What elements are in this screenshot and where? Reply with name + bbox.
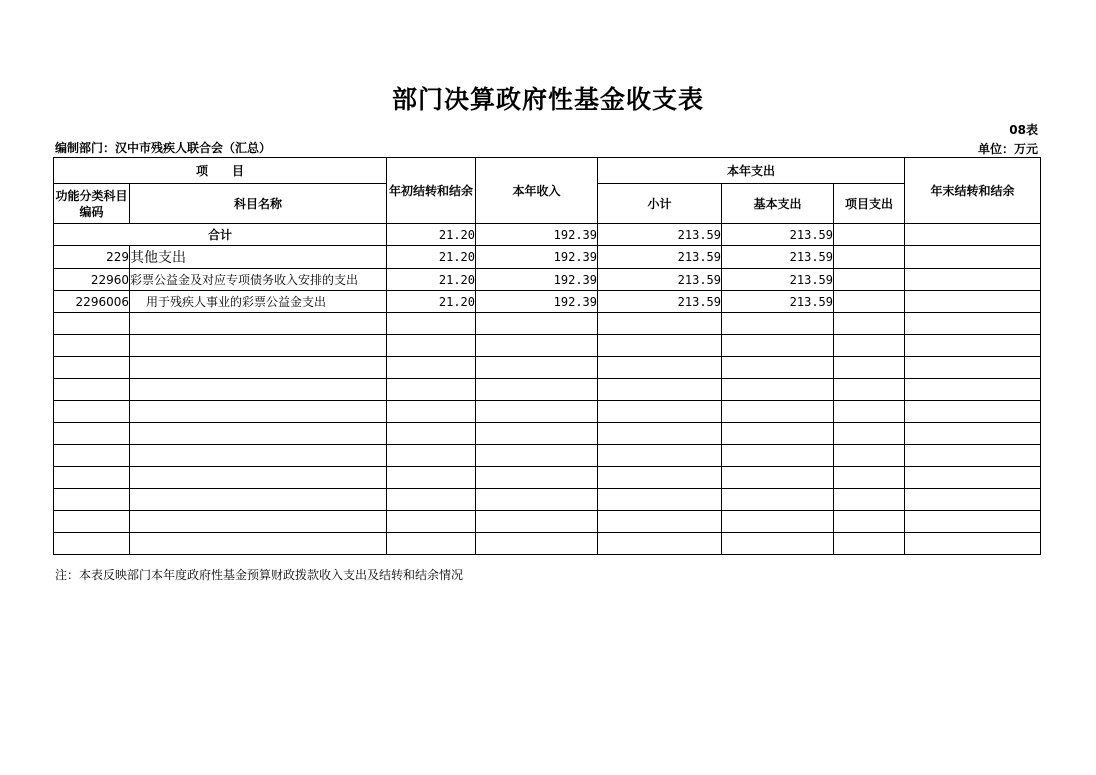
row-income: 192.39 xyxy=(476,246,598,269)
header-begin-balance: 年初结转和结余 xyxy=(387,158,476,224)
row-name: 其他支出 xyxy=(130,246,387,269)
header-item: 项 目 xyxy=(54,158,387,184)
header-expense: 本年支出 xyxy=(598,158,905,184)
row-basic: 213.59 xyxy=(722,269,834,291)
table-row xyxy=(54,291,1041,313)
fund-table xyxy=(53,157,1041,555)
empty-row xyxy=(54,335,1041,357)
empty-row xyxy=(54,445,1041,467)
row-code: 2296006 xyxy=(54,291,130,313)
empty-row xyxy=(54,357,1041,379)
header-income: 本年收入 xyxy=(476,158,598,224)
row-income: 192.39 xyxy=(476,269,598,291)
row-subtotal: 213.59 xyxy=(598,269,722,291)
total-begin-balance: 21.20 xyxy=(387,224,476,246)
row-subtotal: 213.59 xyxy=(598,291,722,313)
empty-row xyxy=(54,313,1041,335)
row-end-balance xyxy=(905,246,1041,269)
row-basic: 213.59 xyxy=(722,246,834,269)
department-label: 编制部门：汉中市残疾人联合会（汇总） xyxy=(55,141,272,155)
total-subtotal: 213.59 xyxy=(598,224,722,246)
row-project xyxy=(834,291,905,313)
empty-row xyxy=(54,379,1041,401)
row-name: 用于残疾人事业的彩票公益金支出 xyxy=(130,291,387,313)
header-subject-name: 科目名称 xyxy=(130,184,387,224)
page-title: 部门决算政府性基金收支表 xyxy=(391,85,704,114)
row-code: 22960 xyxy=(54,269,130,291)
row-basic: 213.59 xyxy=(722,291,834,313)
row-code: 229 xyxy=(54,246,130,269)
total-project xyxy=(834,224,905,246)
empty-row xyxy=(54,423,1041,445)
row-begin-balance: 21.20 xyxy=(387,269,476,291)
row-income: 192.39 xyxy=(476,291,598,313)
total-label: 合计 xyxy=(54,224,387,246)
empty-row xyxy=(54,401,1041,423)
total-income: 192.39 xyxy=(476,224,598,246)
total-basic: 213.59 xyxy=(722,224,834,246)
row-name: 彩票公益金及对应专项债务收入安排的支出 xyxy=(130,269,387,291)
row-project xyxy=(834,246,905,269)
unit-label: 单位：万元 xyxy=(977,142,1038,156)
row-subtotal: 213.59 xyxy=(598,246,722,269)
header-end-balance: 年末结转和结余 xyxy=(905,158,1041,224)
total-row xyxy=(54,224,1041,246)
row-begin-balance: 21.20 xyxy=(387,291,476,313)
empty-row xyxy=(54,467,1041,489)
table-row xyxy=(54,246,1041,269)
form-number: 08表 xyxy=(1009,123,1038,137)
row-end-balance xyxy=(905,269,1041,291)
header-subtotal: 小计 xyxy=(598,184,722,224)
footnote: 注：本表反映部门本年度政府性基金预算财政拨款收入支出及结转和结余情况 xyxy=(55,568,464,582)
empty-row xyxy=(54,511,1041,533)
row-begin-balance: 21.20 xyxy=(387,246,476,269)
row-project xyxy=(834,269,905,291)
table-row xyxy=(54,269,1041,291)
header-project: 项目支出 xyxy=(834,184,905,224)
row-end-balance xyxy=(905,291,1041,313)
header-func-code: 功能分类科目编码 xyxy=(54,184,130,224)
header-basic: 基本支出 xyxy=(722,184,834,224)
total-end-balance xyxy=(905,224,1041,246)
empty-row xyxy=(54,489,1041,511)
empty-row xyxy=(54,533,1041,555)
